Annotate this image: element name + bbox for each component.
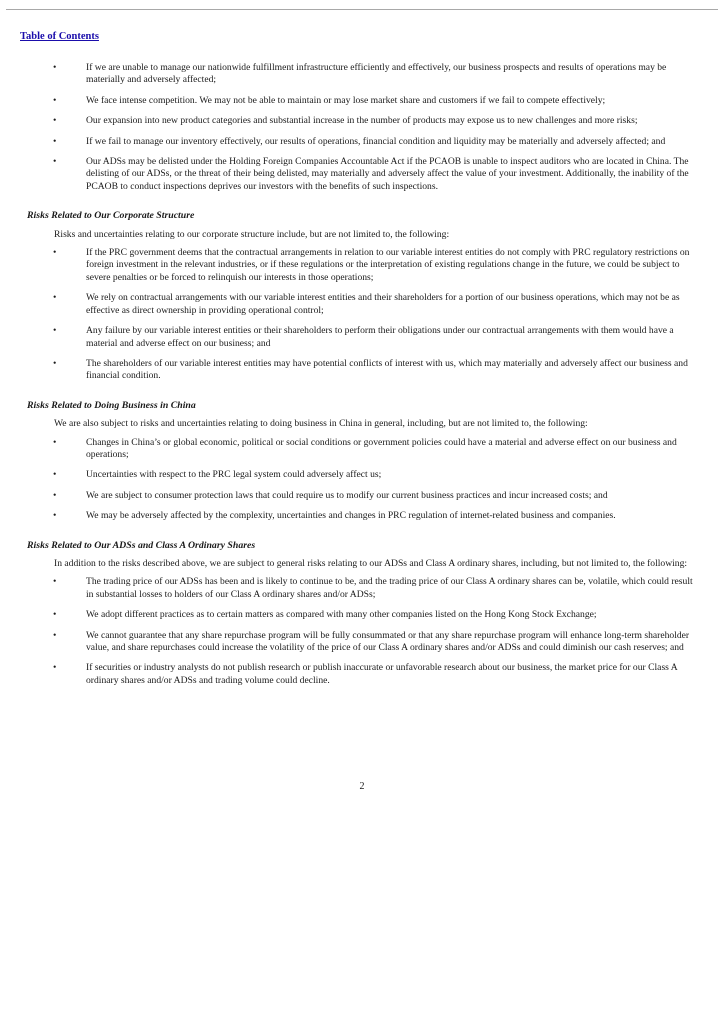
list-item bbox=[27, 662, 699, 687]
list-item bbox=[27, 490, 699, 502]
list-item-text: We may be adversely affected by the complexity, uncertainties and changes in PRC regulation of internet-related business and companies. bbox=[86, 510, 616, 522]
list-item-text: If we are unable to manage our nationwide fulfillment infrastructure efficiently and effectively, our business prospects and results of operations may be materially and adversely affected; bbox=[86, 62, 667, 86]
list-item bbox=[27, 437, 699, 462]
list-item bbox=[27, 609, 699, 621]
list-item bbox=[27, 115, 699, 127]
list-item bbox=[27, 630, 699, 655]
list-item-text: If the PRC government deems that the contractual arrangements in relation to our variable interest entities do not comply with PRC regulatory restrictions on foreign investment in the relevant industries, or if these regulations or the interpretation of existing regulations change in the future, we could be subject to severe penalties or be forced to relinquish our interests in those operations; bbox=[86, 247, 690, 283]
section-heading-doing-business-in-china: Risks Related to Doing Business in China bbox=[27, 399, 196, 411]
section-intro: We are also subject to risks and uncertainties relating to doing business in China in general, including, but are not limited to, the following: bbox=[54, 418, 588, 430]
list-item-text: We rely on contractual arrangements with our variable interest entities and their shareholders for a portion of our business operations, which may not be as effective as direct ownership in providing operational control; bbox=[86, 292, 680, 316]
bullet-icon: • bbox=[53, 135, 57, 147]
bullet-icon: • bbox=[53, 489, 57, 501]
list-item bbox=[27, 576, 699, 601]
list-item bbox=[27, 358, 699, 383]
section-intro: In addition to the risks described above, we are subject to general risks relating to our ADSs and Class A ordinary shares, including, but not limited to, the following: bbox=[54, 557, 688, 569]
list-item bbox=[27, 156, 699, 193]
bullet-icon: • bbox=[53, 357, 57, 369]
bullet-icon: • bbox=[53, 436, 57, 448]
table-of-contents-link[interactable]: Table of Contents bbox=[20, 31, 99, 42]
bullet-icon: • bbox=[53, 115, 57, 127]
list-item-text: The trading price of our ADSs has been and is likely to continue to be, and the trading price of our Class A ordinary shares can be, volatile, which could result in substantial losses to holders of our Class A ordinary shares and/or ADSs; bbox=[86, 576, 693, 600]
bullet-icon: • bbox=[53, 469, 57, 481]
bullet-icon: • bbox=[53, 629, 57, 641]
section-heading-adss-and-class-a-shares: Risks Related to Our ADSs and Class A Ordinary Shares bbox=[27, 539, 256, 551]
list-item bbox=[27, 469, 699, 481]
bullet-icon: • bbox=[53, 510, 57, 522]
list-item-text: Any failure by our variable interest entities or their shareholders to perform their obligations under our contractual arrangements with them would have a material and adverse effect on our business; and bbox=[86, 325, 674, 349]
bullet-icon: • bbox=[53, 292, 57, 304]
list-item-text: Changes in China’s or global economic, political or social conditions or government policies could have a material and adverse effect on our business and operations; bbox=[86, 436, 677, 460]
list-item-text: We adopt different practices as to certain matters as compared with many other companies listed on the Hong Kong Stock Exchange; bbox=[86, 609, 597, 621]
list-item bbox=[27, 62, 699, 87]
section-heading-corporate-structure: Risks Related to Our Corporate Structure bbox=[27, 210, 195, 222]
document-body bbox=[27, 62, 699, 695]
list-item bbox=[27, 325, 699, 350]
china-business-risk-list bbox=[27, 437, 699, 523]
bullet-icon: • bbox=[53, 325, 57, 337]
bullet-icon: • bbox=[53, 94, 57, 106]
bullet-icon: • bbox=[53, 62, 57, 73]
summary-risk-list bbox=[27, 62, 699, 193]
list-item-text: The shareholders of our variable interest entities may have potential conflicts of interest with us, which may materially and adversely affect our business and financial condition. bbox=[86, 357, 688, 382]
top-divider bbox=[6, 9, 718, 10]
bullet-icon: • bbox=[53, 156, 57, 168]
list-item-text: We are subject to consumer protection laws that could require us to modify our current business practices and incur increased costs; and bbox=[86, 489, 608, 501]
section-intro: Risks and uncertainties relating to our corporate structure include, but are not limited to, the following: bbox=[54, 228, 450, 240]
bullet-icon: • bbox=[53, 576, 57, 588]
list-item-text: If we fail to manage our inventory effectively, our results of operations, financial condition and liquidity may be materially and adversely affected; and bbox=[86, 135, 666, 147]
adss-risk-list bbox=[27, 576, 699, 687]
list-item bbox=[27, 136, 699, 148]
list-item bbox=[27, 292, 699, 317]
list-item bbox=[27, 247, 699, 284]
bullet-icon: • bbox=[53, 247, 57, 259]
page-number: 2 bbox=[359, 781, 365, 792]
list-item-text: Our expansion into new product categories and substantial increase in the number of products may expose us to new challenges and more risks; bbox=[86, 115, 638, 127]
list-item-text: Our ADSs may be delisted under the Holding Foreign Companies Accountable Act if the PCAOB is unable to inspect auditors who are located in China. The delisting of our ADSs, or the threat of their being delisted, may materially and adversely affect the value of your investment. Additionally, the inability of the PCAOB to conduct inspections deprives our investors with the benefits of such inspections. bbox=[86, 156, 689, 192]
list-item-text: We cannot guarantee that any share repurchase program will be fully consummated or that any share repurchase program will enhance long-term shareholder value, and share repurchases could increase the volatility of the price of our Class A ordinary shares and/or ADSs and could diminish our cash reserves; and bbox=[86, 629, 690, 653]
bullet-icon: • bbox=[53, 609, 57, 621]
list-item-text: Uncertainties with respect to the PRC legal system could adversely affect us; bbox=[86, 469, 382, 481]
list-item-text: We face intense competition. We may not be able to maintain or may lose market share and customers if we fail to compete effectively; bbox=[86, 94, 606, 106]
list-item bbox=[27, 510, 699, 522]
bullet-icon: • bbox=[53, 662, 57, 674]
corporate-structure-risk-list bbox=[27, 247, 699, 383]
list-item-text: If securities or industry analysts do not publish research or publish inaccurate or unfavorable research about our business, the market price for our Class A ordinary shares and/or ADSs and trading volume could decline. bbox=[86, 662, 678, 686]
list-item bbox=[27, 95, 699, 107]
